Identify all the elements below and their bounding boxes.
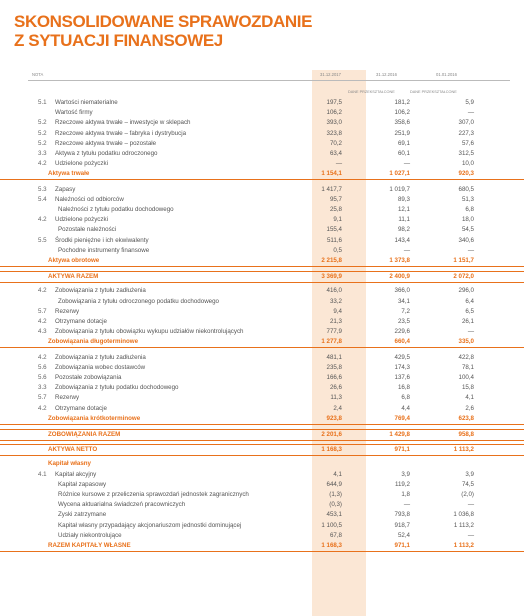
row-value-2017: 416,0: [326, 287, 342, 295]
total-row: [0, 169, 524, 180]
total-row: [0, 414, 524, 425]
row-value-2016: 69,1: [397, 139, 410, 147]
table-row: [0, 510, 524, 520]
row-label: AKTYWA NETTO: [48, 446, 98, 454]
row-nota: 5.6: [38, 374, 47, 381]
row-nota: 5.3: [38, 185, 47, 193]
row-label: Aktywa trwałe: [48, 170, 90, 178]
row-label: Pochodne instrumenty finansowe: [58, 246, 150, 254]
table-row: [0, 480, 524, 490]
row-value-2016: 971,1: [394, 542, 410, 549]
row-nota: 3.3: [38, 150, 47, 157]
row-value-2017: 3 369,9: [321, 273, 342, 281]
row-value-2016-opening: (2,0): [461, 491, 474, 498]
row-value-2016-opening: 10,0: [461, 160, 474, 168]
row-nota: 4.3: [38, 328, 47, 336]
row-label: Pozostałe zobowiązania: [55, 374, 122, 381]
row-label: Zyski zatrzymane: [58, 511, 107, 519]
row-label: Otrzymane dotacje: [55, 404, 107, 412]
row-label: Rzeczowe aktywa trwałe – inwestycje w sklepach: [55, 119, 191, 127]
row-value-2017: 21,3: [329, 318, 342, 325]
row-value-2017: 155,4: [326, 226, 342, 234]
row-value-2016-opening: 307,0: [458, 119, 474, 127]
row-value-2016-opening: 51,3: [461, 195, 474, 203]
row-label: Aktywa obrotowe: [48, 257, 100, 264]
table-row: [0, 98, 524, 108]
row-value-2017: 9,4: [333, 307, 342, 315]
row-nota: 4.2: [38, 404, 47, 412]
row-value-2016-opening: 18,0: [461, 216, 474, 224]
row-value-2016-opening: 1 036,8: [453, 511, 474, 519]
row-label: Wycena aktuarialna świadczeń pracowniczych: [58, 501, 186, 509]
row-nota: 5.5: [38, 236, 47, 244]
row-label: Kapitał akcyjny: [55, 470, 97, 478]
row-nota: 4.2: [38, 160, 47, 168]
row-value-2016-opening: 57,6: [461, 139, 474, 147]
table-row: [0, 363, 524, 373]
total-row: [0, 256, 524, 267]
table-row: [0, 159, 524, 169]
row-value-2017: 67,8: [329, 531, 342, 539]
table-row: [0, 317, 524, 327]
table-row: [0, 185, 524, 195]
row-value-2016-opening: 6,8: [465, 206, 474, 213]
section-heading: [0, 459, 524, 469]
row-value-2016-opening: 4,1: [465, 394, 474, 402]
row-value-2016-opening: 623,8: [458, 414, 474, 422]
row-value-2017: 25,8: [329, 206, 342, 213]
table-row: [0, 118, 524, 128]
total-row: [0, 337, 524, 348]
row-value-2016: —: [403, 501, 410, 509]
row-value-2016: 143,4: [394, 236, 410, 244]
row-value-2017: 453,1: [326, 511, 342, 519]
row-value-2016: 769,4: [394, 414, 410, 422]
table-row: [0, 470, 524, 480]
total-row: [0, 429, 524, 441]
row-value-2017: —: [335, 160, 342, 168]
row-value-2016: 366,0: [394, 287, 410, 295]
row-value-2016-opening: 312,5: [458, 150, 474, 157]
row-value-2016: 229,6: [394, 328, 410, 336]
row-value-2017: 2,4: [333, 404, 342, 412]
row-label: Kapitał zapasowy: [58, 480, 107, 488]
row-value-2016-opening: 296,0: [458, 287, 474, 295]
row-value-2016: 181,2: [394, 99, 410, 106]
row-value-2016-opening: 2 072,0: [453, 273, 474, 281]
row-value-2016-opening: —: [467, 501, 474, 509]
row-value-2016: 4,4: [401, 404, 410, 412]
row-value-2016: 1 019,7: [389, 185, 410, 193]
row-value-2016-opening: 920,3: [458, 170, 474, 178]
row-value-2017: 1 168,3: [321, 542, 342, 549]
table-row: [0, 225, 524, 235]
row-label: AKTYWA RAZEM: [48, 273, 99, 281]
restated-note-col3: DANE PRZEKSZTAŁCONE: [410, 90, 457, 94]
row-label: Rezerwy: [55, 307, 80, 315]
row-value-2017: 323,8: [326, 129, 342, 137]
table-row: [0, 500, 524, 510]
header-col3: 01.01.2016: [436, 72, 457, 77]
row-label: Rezerwy: [55, 394, 80, 402]
row-label: Zapasy: [55, 185, 76, 193]
row-value-2016-opening: —: [467, 531, 474, 539]
table-row: [0, 490, 524, 500]
row-label: Otrzymane dotacje: [55, 318, 107, 325]
row-label: Wartość firmy: [55, 109, 93, 117]
row-value-2016: 358,6: [394, 119, 410, 127]
row-value-2016: —: [403, 160, 410, 168]
row-nota: 5.2: [38, 139, 47, 147]
row-value-2017: 95,7: [329, 195, 342, 203]
total-row: [0, 444, 524, 456]
row-label: Należności od odbiorców: [55, 195, 124, 203]
row-nota: 5.1: [38, 99, 47, 106]
row-nota: 5.2: [38, 129, 47, 137]
row-label: Udzielone pożyczki: [55, 160, 108, 168]
row-value-2017: 1 168,3: [321, 446, 342, 454]
row-value-2017: 11,3: [330, 394, 342, 402]
row-nota: 5.6: [38, 363, 47, 371]
restated-note-col2: DANE PRZEKSZTAŁCONE: [348, 90, 395, 94]
table-row: [0, 236, 524, 246]
row-value-2017: 481,1: [326, 353, 342, 361]
row-value-2016-opening: —: [467, 328, 474, 336]
row-value-2017: 235,8: [326, 363, 342, 371]
row-value-2016: 89,3: [397, 195, 410, 203]
row-value-2016: 16,8: [397, 384, 410, 392]
row-value-2016-opening: 1 113,2: [453, 542, 474, 549]
row-value-2016: 2 400,9: [389, 273, 410, 281]
row-value-2016-opening: 1 151,7: [453, 257, 474, 264]
row-label: RAZEM KAPITAŁY WŁASNE: [48, 542, 131, 549]
row-label: Rzeczowe aktywa trwałe – fabryka i dystrybucja: [55, 129, 187, 137]
row-value-2017: 2 215,8: [321, 257, 342, 264]
row-label: Różnice kursowe z przeliczenia sprawozdań jednostek zagranicznych: [58, 491, 249, 498]
title-line-2: Z SYTUACJI FINANSOWEJ: [14, 31, 223, 50]
row-value-2016: 52,4: [397, 531, 410, 539]
table-row: [0, 393, 524, 403]
row-value-2016: 660,4: [394, 338, 410, 346]
table-row: [0, 404, 524, 414]
row-value-2017: 70,2: [329, 139, 342, 147]
row-label: Kapitał własny przypadający akcjonariuszom jednostki dominującej: [58, 521, 242, 529]
table-row: [0, 129, 524, 139]
row-label: Zobowiązania krótkoterminowe: [48, 414, 141, 422]
row-label: Należności z tytułu podatku dochodowego: [58, 206, 174, 213]
table-row: [0, 139, 524, 149]
row-label: Kapitał własny: [48, 460, 91, 468]
row-value-2017: 26,6: [329, 384, 342, 392]
row-value-2017: 9,1: [333, 216, 342, 224]
row-value-2017: 63,4: [329, 150, 342, 157]
row-value-2016: 12,1: [397, 206, 410, 213]
row-value-2017: (1,3): [329, 491, 342, 498]
row-value-2016: 1 027,1: [389, 170, 410, 178]
row-value-2016: 1 429,8: [389, 431, 410, 438]
row-value-2016-opening: 54,5: [461, 226, 474, 234]
row-value-2016: 793,8: [394, 511, 410, 519]
table-header: [28, 70, 510, 81]
row-value-2016-opening: 958,8: [458, 431, 474, 438]
row-value-2017: 1 100,5: [321, 521, 342, 529]
row-value-2016: 23,5: [397, 318, 410, 325]
row-value-2016-opening: —: [467, 246, 474, 254]
table-row: [0, 215, 524, 225]
row-value-2016: 11,1: [398, 216, 410, 224]
row-value-2017: 0,5: [333, 246, 342, 254]
row-nota: 4.2: [38, 318, 47, 325]
row-value-2016-opening: 335,0: [458, 338, 474, 346]
row-value-2016: 137,6: [394, 374, 410, 381]
row-value-2016-opening: 78,1: [461, 363, 474, 371]
row-value-2016: 60,1: [397, 150, 410, 157]
row-nota: 3.3: [38, 384, 47, 392]
row-value-2016-opening: 680,5: [458, 185, 474, 193]
row-value-2016: 119,2: [394, 480, 410, 488]
row-value-2016: 1,8: [401, 491, 410, 498]
table-row: [0, 383, 524, 393]
row-value-2017: 106,2: [326, 109, 342, 117]
row-value-2017: 777,9: [326, 328, 342, 336]
row-label: Zobowiązania z tytułu zadłużenia: [55, 287, 146, 295]
row-value-2016: 918,7: [394, 521, 410, 529]
row-value-2016-opening: 227,3: [458, 129, 474, 137]
row-value-2017: 644,9: [326, 480, 342, 488]
row-value-2017: 511,6: [326, 236, 342, 244]
row-value-2016: 34,1: [397, 297, 410, 305]
row-label: Zobowiązania z tytułu zadłużenia: [55, 353, 146, 361]
row-nota: 5.7: [38, 394, 47, 402]
row-value-2016-opening: 100,4: [458, 374, 474, 381]
row-value-2017: 393,0: [326, 119, 342, 127]
row-value-2017: 33,2: [329, 297, 342, 305]
row-value-2016: 6,8: [401, 394, 410, 402]
row-value-2016: 174,3: [394, 363, 410, 371]
table-row: [0, 327, 524, 337]
row-label: Aktywa z tytułu podatku odroczonego: [55, 150, 158, 157]
row-label: Pozostałe należności: [58, 226, 117, 234]
row-nota: 4.2: [38, 216, 47, 224]
row-value-2016-opening: 1 113,2: [453, 446, 474, 454]
table-row: [0, 353, 524, 363]
table-row: [0, 531, 524, 541]
row-value-2017: 2 201,6: [321, 431, 342, 438]
row-nota: 4.2: [38, 287, 47, 295]
table-row: [0, 521, 524, 531]
row-value-2016-opening: 26,1: [461, 318, 474, 325]
total-row: [0, 541, 524, 552]
row-value-2016: 98,2: [397, 226, 410, 234]
row-value-2016: 106,2: [394, 109, 410, 117]
row-value-2017: 1 277,8: [321, 338, 342, 346]
row-value-2017: 923,8: [326, 414, 342, 422]
row-nota: 5.4: [38, 195, 47, 203]
header-col1: 31.12.2017: [320, 72, 341, 77]
row-value-2016: 7,2: [401, 307, 410, 315]
row-value-2016-opening: 422,8: [458, 353, 474, 361]
row-label: Zobowiązania z tytułu podatku dochodowego: [55, 384, 179, 392]
row-value-2016: 971,1: [394, 446, 410, 454]
row-value-2016-opening: 15,8: [461, 384, 474, 392]
table-row: [0, 246, 524, 256]
row-value-2016: 251,9: [394, 129, 410, 137]
table-row: [0, 108, 524, 118]
row-label: ZOBOWIĄZANIA RAZEM: [48, 431, 121, 438]
row-value-2016-opening: 1 113,2: [453, 521, 474, 529]
table-row: [0, 149, 524, 159]
row-label: Wartości niematerialne: [55, 99, 118, 106]
row-label: Zobowiązania z tytułu obowiązku wykupu udziałów niekontrolujących: [55, 328, 244, 336]
row-value-2017: 197,5: [326, 99, 342, 106]
row-value-2016-opening: —: [467, 109, 474, 117]
row-value-2016-opening: 3,9: [465, 470, 474, 478]
row-value-2016-opening: 6,4: [465, 297, 474, 305]
row-label: Udziały niekontrolujące: [58, 531, 122, 539]
row-value-2016: 1 373,8: [389, 257, 410, 264]
total-row: [0, 271, 524, 283]
table-row: [0, 286, 524, 296]
row-label: Udzielone pożyczki: [55, 216, 108, 224]
row-value-2016-opening: 5,9: [465, 99, 474, 106]
page-title: [14, 12, 312, 50]
row-label: Zobowiązania wobec dostawców: [55, 363, 146, 371]
table-row: [0, 307, 524, 317]
table-row: [0, 373, 524, 383]
row-value-2016: —: [403, 246, 410, 254]
row-value-2017: 1 417,7: [321, 185, 342, 193]
row-value-2016: 3,9: [401, 470, 410, 478]
row-value-2016-opening: 6,5: [465, 307, 474, 315]
row-label: Zobowiązania długoterminowe: [48, 338, 139, 346]
row-value-2016: 429,5: [394, 353, 410, 361]
row-label: Rzeczowe aktywa trwałe – pozostałe: [55, 139, 157, 147]
row-label: Zobowiązania z tytułu odroczonego podatku dochodowego: [58, 297, 219, 305]
row-value-2016-opening: 2,6: [465, 404, 474, 412]
header-nota: NOTA: [32, 72, 44, 77]
table-row: [0, 205, 524, 215]
table-row: [0, 195, 524, 205]
row-nota: 4.1: [38, 470, 47, 478]
row-value-2017: 166,6: [326, 374, 342, 381]
row-nota: 5.7: [38, 307, 47, 315]
row-nota: 5.2: [38, 119, 47, 127]
row-value-2016-opening: 340,6: [458, 236, 474, 244]
title-line-1: SKONSOLIDOWANE SPRAWOZDANIE: [14, 12, 313, 31]
row-value-2017: (0,3): [329, 501, 342, 509]
row-value-2017: 4,1: [333, 470, 342, 478]
row-nota: 4.2: [38, 353, 47, 361]
header-col2: 31.12.2016: [376, 72, 397, 77]
row-value-2016-opening: 74,5: [461, 480, 474, 488]
table-row: [0, 297, 524, 307]
row-label: Środki pieniężne i ich ekwiwalenty: [55, 236, 149, 244]
row-value-2017: 1 154,1: [321, 170, 342, 178]
